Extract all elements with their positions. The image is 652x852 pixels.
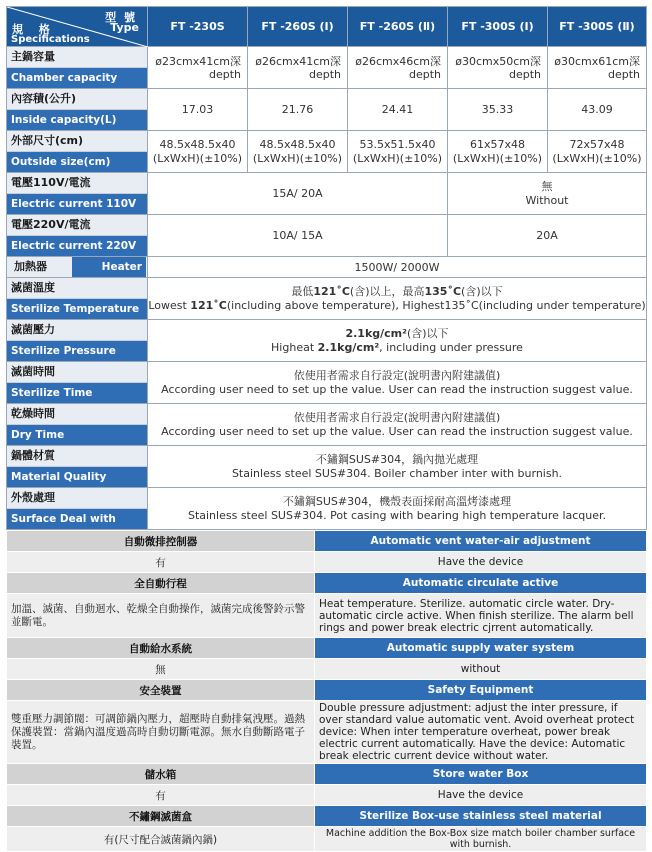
label-zh: 滅菌時間 — [7, 362, 147, 383]
spec-cell: 15A/ 20A — [148, 173, 448, 215]
spec-cell: 21.76 — [248, 89, 348, 131]
label-en: Chamber capacity — [7, 68, 147, 88]
label-en: Material Quality — [7, 467, 147, 487]
row-label — [7, 488, 148, 530]
label-en: Sterilize Pressure — [7, 341, 147, 361]
feature-value-zh: 加溫、滅菌、自動迴水、乾燥全自動操作，滅菌完成後警鈴示警並斷電。 — [7, 594, 315, 638]
label-en: Surface Deal with — [7, 509, 147, 529]
sterilize-time-row — [7, 362, 647, 404]
label-zh: 內容積(公升) — [7, 89, 147, 110]
feature-title-zh: 儲水箱 — [7, 764, 315, 785]
feature-title-zh: 自動微排控制器 — [7, 531, 315, 552]
value-line: depth — [408, 67, 441, 81]
spec-cell: 17.03 — [148, 89, 248, 131]
sterilize-pressure-row — [7, 320, 647, 362]
label-en: Outside size(cm) — [7, 152, 147, 172]
label-zh: 鍋體材質 — [7, 446, 147, 467]
current-220v-row — [7, 215, 647, 257]
feature-header-row — [7, 531, 647, 552]
spec-cell — [148, 488, 647, 530]
row-label — [7, 320, 148, 362]
label-zh: 電壓220V/電流 — [7, 215, 147, 236]
row-label — [7, 404, 148, 446]
spec-cell — [248, 47, 348, 89]
feature-value-zh: 無 — [7, 659, 315, 680]
model-header: FT -260S (Ⅱ) — [348, 7, 448, 47]
row-label — [7, 215, 148, 257]
value-line: depth — [607, 67, 640, 81]
spec-cell — [148, 320, 647, 362]
text: 2.1kg/cm² — [317, 340, 380, 354]
label-zh: 主鍋容量 — [7, 47, 147, 68]
text: Higheat — [271, 340, 318, 354]
spec-table — [6, 6, 647, 530]
corner-type-zh: 型 號 — [105, 11, 137, 24]
value-line: depth — [508, 67, 541, 81]
value-line: (LxWxH)(±10%) — [252, 151, 343, 165]
spec-cell — [148, 131, 248, 173]
feature-title-zh: 自動給水系統 — [7, 638, 315, 659]
feature-header-row — [7, 573, 647, 594]
inside-capacity-row — [7, 89, 647, 131]
label-en: Sterilize Time — [7, 383, 147, 403]
value-line-zh: 不鏽鋼SUS#304，機殼表面採耐高溫烤漆處理 — [282, 494, 512, 508]
feature-value-en: Have the device — [315, 785, 647, 806]
label-en: Dry Time — [7, 425, 147, 445]
spec-cell — [248, 131, 348, 173]
text: Lowest — [148, 298, 191, 312]
feature-value-en: Double pressure adjustment: adjust the inter pressure, if over standard value automatic vent. Avoid overheat protect device: When inter temperature overheat, power break electric current automatically. Have the device: Automatic break electric current device without water. — [315, 701, 647, 764]
value-line-en: According user need to set up the value. User can read the instruction suggest value. — [161, 424, 633, 438]
current-110v-row — [7, 173, 647, 215]
spec-cell: 20A — [448, 215, 647, 257]
feature-value-zh: 有 — [7, 552, 315, 573]
label-en: Inside capacity(L) — [7, 110, 147, 130]
value-line: Without — [525, 193, 569, 207]
row-label — [7, 446, 148, 488]
label-zh: 滅菌溫度 — [7, 278, 147, 299]
value-line-zh: 依使用者需求自行設定(說明書內附建議值) — [293, 368, 501, 382]
row-label — [7, 257, 148, 278]
row-label — [7, 278, 148, 320]
feature-value-zh: 有(尺寸配合滅菌鍋內鍋) — [7, 827, 315, 852]
feature-title-en: Automatic circulate active — [315, 573, 647, 594]
spec-cell — [148, 446, 647, 488]
spec-cell: 24.41 — [348, 89, 448, 131]
spec-cell — [548, 47, 647, 89]
value-line-en: Stainless steel SUS#304. Pot casing with bearing high temperature lacquer. — [187, 508, 607, 522]
feature-value-row — [7, 785, 647, 806]
spec-cell — [448, 173, 647, 215]
value-line-zh: 依使用者需求自行設定(說明書內附建議值) — [293, 410, 501, 424]
feature-value-en: Heat temperature. Sterilize. automatic circle water. Dry-automatic circle active. When finish sterilize. The alarm bell rings and power break electric cjrrent automatically. — [315, 594, 647, 638]
spec-cell — [448, 47, 548, 89]
value-line: ø26cmx46cm深 — [355, 54, 441, 68]
text: (including above temperature), Highest135˚C(including under temperature) — [226, 298, 646, 312]
label-zh: 乾燥時間 — [7, 404, 147, 425]
row-label — [7, 362, 148, 404]
value-line: depth — [208, 67, 241, 81]
feature-header-row — [7, 680, 647, 701]
feature-title-zh: 安全裝置 — [7, 680, 315, 701]
value-line: (LxWxH)(±10%) — [552, 151, 642, 165]
spec-corner-cell — [7, 7, 148, 47]
label-zh: 滅菌壓力 — [7, 320, 147, 341]
feature-value-en: Machine addition the Box-Box size match boiler chamber surface with burnish. — [315, 827, 647, 852]
value-line: 48.5x48.5x40 — [259, 137, 336, 151]
feature-value-row — [7, 701, 647, 764]
feature-title-en: Automatic supply water system — [315, 638, 647, 659]
model-header: FT -300S (Ⅰ) — [448, 7, 548, 47]
corner-spec-en: Specifications — [11, 34, 90, 45]
sterilize-temperature-row — [7, 278, 647, 320]
label-zh: 外殼處理 — [7, 488, 147, 509]
text: 121˚C — [190, 298, 227, 312]
value-line: ø30cmx61cm深 — [554, 54, 640, 68]
text: 121˚C — [313, 284, 350, 298]
label-en: Sterilize Temperature — [7, 299, 147, 319]
label-zh: 加熱器 — [14, 260, 47, 273]
spec-cell: 35.33 — [448, 89, 548, 131]
spec-cell — [348, 131, 448, 173]
value-line: 48.5x48.5x40 — [159, 137, 236, 151]
feature-title-en: Sterilize Box-use stainless steel material — [315, 806, 647, 827]
spec-cell: 10A/ 15A — [148, 215, 448, 257]
corner-spec-zh: 規 格 — [12, 23, 56, 36]
row-label — [7, 47, 148, 89]
spec-cell — [148, 47, 248, 89]
value-line: 72x57x48 — [569, 137, 625, 151]
feature-table — [6, 530, 647, 852]
feature-value-en: without — [315, 659, 647, 680]
feature-title-en: Automatic vent water-air adjustment — [315, 531, 647, 552]
text: 最低 — [291, 284, 314, 298]
value-line-en — [148, 341, 646, 355]
spec-cell: 1500W/ 2000W — [148, 257, 647, 278]
value-line-en: According user need to set up the value. User can read the instruction suggest value. — [161, 382, 633, 396]
value-line: depth — [308, 67, 341, 81]
feature-title-en: Safety Equipment — [315, 680, 647, 701]
value-line: 61x57x48 — [469, 137, 525, 151]
value-line-en — [148, 299, 646, 313]
feature-value-zh: 有 — [7, 785, 315, 806]
outside-size-row — [7, 131, 647, 173]
text: (含)以上，最高 — [349, 284, 425, 298]
material-row — [7, 446, 647, 488]
value-line: ø26cmx41cm深 — [255, 54, 341, 68]
feature-value-en: Have the device — [315, 552, 647, 573]
spec-cell — [448, 131, 548, 173]
spec-cell — [148, 404, 647, 446]
feature-value-row — [7, 552, 647, 573]
row-label — [7, 131, 148, 173]
spec-cell — [148, 278, 647, 320]
value-line: ø30cmx50cm深 — [455, 54, 541, 68]
label-en: Electric current 110V — [7, 194, 147, 214]
corner-type-en: Type — [110, 21, 139, 34]
chamber-capacity-row — [7, 47, 647, 89]
heater-row — [7, 257, 647, 278]
spec-cell — [348, 47, 448, 89]
value-line-en: Stainless steel SUS#304. Boiler chamber inter with burnish. — [231, 466, 563, 480]
value-line: (LxWxH)(±10%) — [152, 151, 243, 165]
spec-cell — [548, 131, 647, 173]
feature-header-row — [7, 638, 647, 659]
feature-value-row — [7, 659, 647, 680]
model-header: FT -300S (Ⅱ) — [548, 7, 647, 47]
label-en: Electric current 220V — [7, 236, 147, 256]
text: , including under pressure — [379, 340, 523, 354]
label-zh: 電壓110V/電流 — [7, 173, 147, 194]
model-header: FT -230S — [148, 7, 248, 47]
dry-time-row — [7, 404, 647, 446]
feature-header-row — [7, 806, 647, 827]
value-line-zh — [148, 327, 646, 341]
model-header: FT -260S (Ⅰ) — [248, 7, 348, 47]
spec-cell — [148, 362, 647, 404]
value-line: 53.5x51.5x40 — [359, 137, 436, 151]
row-label — [7, 173, 148, 215]
text: 135˚C — [424, 284, 462, 298]
value-line-zh — [148, 285, 646, 299]
value-line-zh: 不鏽鋼SUS#304，鍋內拋光處理 — [315, 452, 479, 466]
surface-row — [7, 488, 647, 530]
value-line: (LxWxH)(±10%) — [352, 151, 443, 165]
feature-title-zh: 不鏽鋼滅菌盒 — [7, 806, 315, 827]
feature-title-en: Store water Box — [315, 764, 647, 785]
row-label — [7, 89, 148, 131]
value-line: (LxWxH)(±10%) — [452, 151, 543, 165]
label-zh: 外部尺寸(cm) — [7, 131, 147, 152]
header-row — [7, 7, 647, 47]
text: (含)以下 — [406, 326, 449, 340]
label-en: Heater — [72, 257, 146, 277]
value-line: ø23cmx41cm深 — [155, 54, 241, 68]
spec-sheet — [6, 6, 646, 852]
text: 2.1kg/cm² — [345, 326, 407, 340]
feature-value-zh: 雙重壓力調節閥：可調節鍋內壓力，超壓時自動排氣洩壓。過熱保護裝置：當鍋內溫度過高時自動切斷電源。無水自動斷路電子裝置。 — [7, 701, 315, 764]
value-line: 無 — [541, 179, 553, 193]
text: (含)以下 — [461, 284, 503, 298]
feature-value-row — [7, 594, 647, 638]
feature-value-row — [7, 827, 647, 852]
spec-cell: 43.09 — [548, 89, 647, 131]
feature-header-row — [7, 764, 647, 785]
feature-title-zh: 全自動行程 — [7, 573, 315, 594]
